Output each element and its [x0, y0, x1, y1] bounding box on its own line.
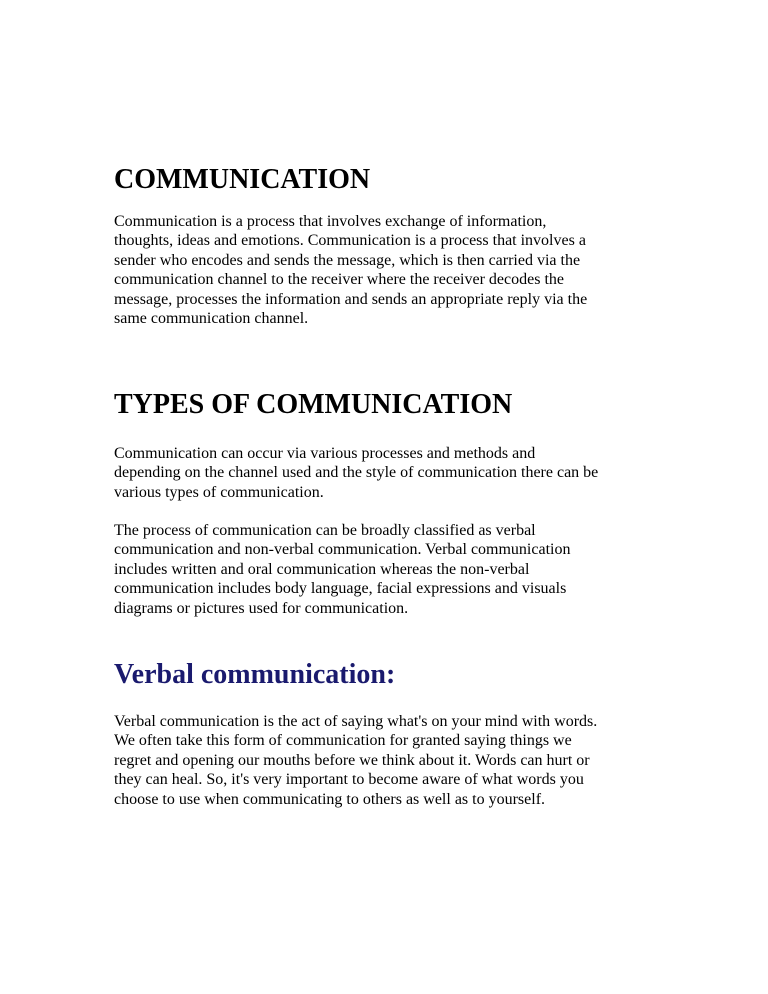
- section-heading-types-of-communication: TYPES OF COMMUNICATION: [114, 389, 513, 420]
- paragraph-types-intro: Communication can occur via various processes and methods and depending on the channel used and the style of communication there can be various types of communication.: [114, 445, 599, 501]
- paragraph-verbal-communication: Verbal communication is the act of saying what's on your mind with words. We often take this form of communication for granted saying things we regret and opening our mouths before we think about it. Words can hurt or they can heal. So, it's very important to become aware of what words you choose to use when communicating to others as well as to yourself.: [114, 713, 598, 808]
- paragraph-communication-definition: Communication is a process that involves exchange of information, thoughts, ideas and emotions. Communication is a process that involves a sender who encodes and sends the message, which is then carried via the communication channel to the receiver where the receiver decodes the message, processes the information and sends an appropriate reply via the same communication channel.: [114, 213, 588, 328]
- section-heading-verbal-communication: Verbal communication:: [114, 659, 396, 690]
- paragraph-types-classification: The process of communication can be broadly classified as verbal communication and non-verbal communication. Verbal communication includes written and oral communication whereas the non-verbal communication includes body language, facial expressions and visuals diagrams or pictures used for communication.: [114, 522, 571, 617]
- section-heading-communication: COMMUNICATION: [114, 164, 371, 195]
